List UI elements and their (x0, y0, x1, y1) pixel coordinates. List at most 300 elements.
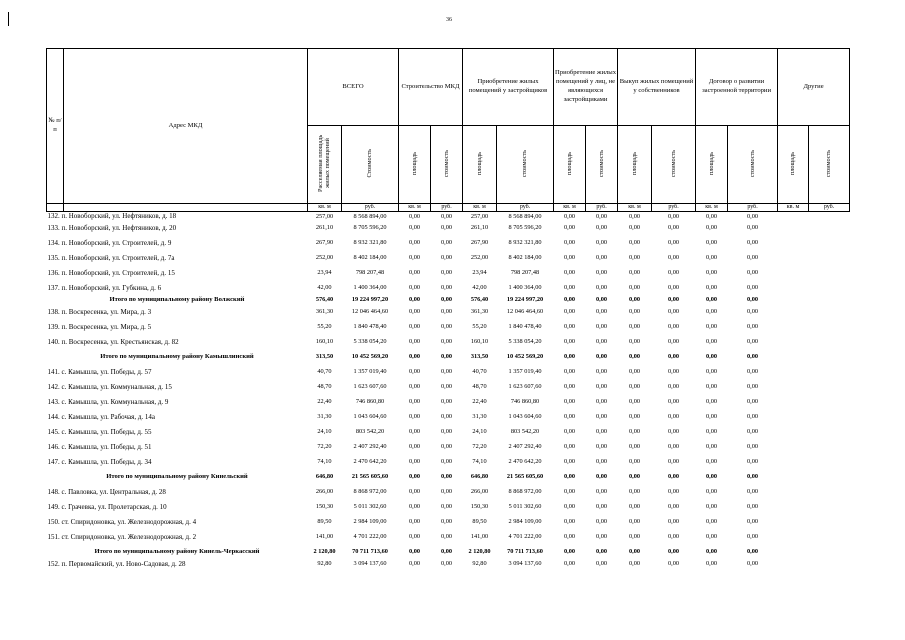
value-cell: 361,30 (315, 308, 334, 316)
value-cell: 1 840 478,40 (508, 323, 542, 331)
value-cell: 8 568 894,00 (508, 212, 542, 220)
value-cell: 0,00 (706, 413, 718, 421)
value-cell: 0,00 (441, 560, 453, 567)
subheader-cell: площадь (399, 126, 431, 204)
value-cell: 0,00 (441, 458, 453, 466)
unit-cell-empty (64, 204, 308, 212)
value-cell: 0,00 (747, 383, 759, 391)
header-address: Адрес МКД (64, 49, 308, 204)
value-cell: 267,90 (470, 239, 489, 247)
value-cell: 0,00 (564, 323, 576, 331)
value-cell: 0,00 (441, 533, 453, 541)
value-cell: 48,70 (317, 383, 332, 391)
value-cell: 0,00 (668, 428, 680, 436)
value-cell: 0,00 (441, 269, 453, 277)
value-cell (809, 296, 850, 305)
value-cell: 0,00 (706, 323, 718, 331)
margin-mark (8, 12, 9, 26)
subheader-cell: стоимость (652, 126, 696, 204)
value-cell (778, 455, 809, 470)
value-cell: 0,00 (409, 353, 421, 361)
value-cell: 0,00 (706, 503, 718, 511)
value-cell (778, 221, 809, 236)
value-cell: 0,00 (747, 548, 759, 556)
value-cell: 0,00 (747, 269, 759, 277)
value-cell: 0,00 (596, 269, 608, 277)
address-cell: 144. с. Камышла, ул. Рабочая, д. 14а (47, 412, 155, 421)
value-cell: 746 860,80 (355, 398, 385, 406)
value-cell (778, 485, 809, 500)
value-cell: 0,00 (668, 398, 680, 406)
value-cell: 1 357 019,40 (353, 368, 387, 376)
value-cell: 21 565 605,60 (351, 473, 389, 481)
value-cell: 0,00 (706, 239, 718, 247)
table-row (47, 236, 850, 251)
value-cell: 0,00 (409, 383, 421, 391)
address-cell: 142. с. Камышла, ул. Коммунальная, д. 15 (47, 382, 172, 391)
value-cell: 150,30 (315, 503, 334, 511)
value-cell (809, 500, 850, 515)
value-cell: 0,00 (629, 503, 641, 511)
value-cell: 0,00 (564, 254, 576, 262)
value-cell (809, 425, 850, 440)
value-cell: 8 705 596,20 (508, 224, 542, 232)
value-cell (809, 365, 850, 380)
value-cell: 0,00 (596, 548, 608, 556)
address-cell: 139. п. Воскресенка, ул. Мира, д. 5 (47, 322, 152, 331)
value-cell: 0,00 (629, 488, 641, 496)
value-cell: 0,00 (596, 353, 608, 361)
value-cell: 0,00 (409, 269, 421, 277)
value-cell: 0,00 (409, 458, 421, 466)
table-row (47, 425, 850, 440)
value-cell (809, 485, 850, 500)
value-cell: 23,94 (317, 269, 332, 277)
value-cell: 0,00 (564, 413, 576, 421)
value-cell: 0,00 (706, 473, 718, 481)
header-group-developers: Приобретение жилых помещений у застройщиков (463, 49, 554, 126)
value-cell: 0,00 (706, 458, 718, 466)
value-cell (778, 500, 809, 515)
value-cell: 0,00 (706, 296, 718, 304)
value-cell (778, 251, 809, 266)
subheader-cell: Стоимость (342, 126, 399, 204)
value-cell: 0,00 (441, 284, 453, 292)
value-cell: 0,00 (706, 284, 718, 292)
value-cell: 0,00 (596, 413, 608, 421)
value-cell: 74,10 (472, 458, 487, 466)
value-cell: 0,00 (441, 548, 453, 556)
value-cell: 576,40 (470, 296, 489, 304)
value-cell: 0,00 (596, 560, 608, 567)
value-cell: 0,00 (706, 443, 718, 451)
table-header (47, 49, 850, 212)
value-cell: 0,00 (564, 212, 576, 220)
district-total-row (47, 545, 850, 560)
value-cell: 141,00 (315, 533, 334, 541)
address-cell: 147. с. Камышла, ул. Победы, д. 34 (47, 457, 152, 466)
address-cell: 136. п. Новоборский, ул. Строителей, д. 15 (47, 268, 175, 277)
value-cell: 0,00 (564, 383, 576, 391)
value-cell: 0,00 (747, 296, 759, 304)
table-row (47, 515, 850, 530)
value-cell (778, 530, 809, 545)
value-cell (809, 251, 850, 266)
value-cell: 0,00 (409, 398, 421, 406)
unit-cell: кв. м (554, 204, 586, 212)
value-cell: 92,80 (472, 560, 487, 567)
value-cell: 266,00 (470, 488, 489, 496)
address-cell: 151. ст. Спиридоновка, ул. Железнодорожная, д. 2 (47, 532, 197, 541)
value-cell (778, 560, 809, 568)
value-cell: 5 011 302,60 (353, 503, 387, 511)
value-cell: 0,00 (706, 308, 718, 316)
value-cell: 0,00 (409, 284, 421, 292)
value-cell: 0,00 (596, 458, 608, 466)
value-cell: 0,00 (706, 212, 718, 220)
table-row (47, 251, 850, 266)
value-cell: 0,00 (409, 338, 421, 346)
value-cell: 1 400 364,00 (508, 284, 542, 292)
value-cell: 2 984 109,00 (353, 518, 387, 526)
value-cell: 267,90 (315, 239, 334, 247)
value-cell: 0,00 (668, 383, 680, 391)
value-cell: 0,00 (629, 443, 641, 451)
value-cell: 0,00 (747, 488, 759, 496)
value-cell: 803 542,20 (355, 428, 385, 436)
value-cell: 798 207,48 (355, 269, 385, 277)
value-cell: 0,00 (564, 308, 576, 316)
value-cell: 5 011 302,60 (508, 503, 542, 511)
value-cell: 0,00 (747, 239, 759, 247)
value-cell: 31,30 (317, 413, 332, 421)
value-cell: 72,20 (317, 443, 332, 451)
value-cell: 0,00 (629, 518, 641, 526)
value-cell: 0,00 (668, 443, 680, 451)
table-row (47, 455, 850, 470)
value-cell: 0,00 (441, 518, 453, 526)
value-cell: 0,00 (441, 503, 453, 511)
table-row (47, 380, 850, 395)
value-cell: 0,00 (596, 224, 608, 232)
unit-cell: руб. (652, 204, 696, 212)
value-cell (778, 380, 809, 395)
value-cell: 0,00 (747, 254, 759, 262)
table-row (47, 266, 850, 281)
value-cell: 0,00 (409, 428, 421, 436)
address-cell: 134. п. Новоборский, ул. Строителей, д. 9 (47, 238, 172, 247)
subheader-cell: Расселяемая площадь жилых помещений (308, 126, 342, 204)
value-cell: 12 046 464,60 (351, 308, 389, 316)
value-cell: 0,00 (409, 254, 421, 262)
value-cell: 0,00 (441, 308, 453, 316)
value-cell: 0,00 (596, 284, 608, 292)
value-cell (778, 296, 809, 305)
value-cell (809, 266, 850, 281)
address-cell: 146. с. Камышла, ул. Победы, д. 51 (47, 442, 152, 451)
value-cell: 0,00 (596, 473, 608, 481)
value-cell: 0,00 (564, 548, 576, 556)
value-cell: 0,00 (441, 428, 453, 436)
value-cell: 0,00 (564, 458, 576, 466)
value-cell: 22,40 (317, 398, 332, 406)
value-cell: 0,00 (564, 428, 576, 436)
value-cell (778, 545, 809, 560)
value-cell: 0,00 (441, 368, 453, 376)
value-cell: 0,00 (747, 398, 759, 406)
value-cell (778, 335, 809, 350)
value-cell: 261,10 (315, 224, 334, 232)
value-cell: 0,00 (706, 398, 718, 406)
value-cell: 70 711 713,60 (352, 548, 388, 556)
value-cell: 0,00 (706, 383, 718, 391)
value-cell (809, 455, 850, 470)
value-cell: 0,00 (564, 533, 576, 541)
table-row (47, 305, 850, 320)
value-cell (778, 212, 809, 221)
value-cell (809, 545, 850, 560)
value-cell: 0,00 (629, 269, 641, 277)
unit-cell: кв. м (308, 204, 342, 212)
value-cell: 0,00 (629, 254, 641, 262)
value-cell: 313,50 (315, 353, 334, 361)
value-cell: 0,00 (441, 338, 453, 346)
resettlement-register-table (46, 48, 850, 568)
value-cell (809, 320, 850, 335)
unit-cell: руб. (497, 204, 554, 212)
value-cell: 10 452 569,20 (506, 353, 544, 361)
value-cell: 0,00 (596, 503, 608, 511)
subheader-cell: площадь (463, 126, 497, 204)
value-cell: 0,00 (596, 443, 608, 451)
value-cell: 0,00 (668, 533, 680, 541)
value-cell: 8 402 184,00 (353, 254, 387, 262)
value-cell: 0,00 (629, 533, 641, 541)
value-cell: 0,00 (706, 560, 718, 567)
value-cell: 0,00 (409, 503, 421, 511)
value-cell: 0,00 (564, 284, 576, 292)
value-cell: 0,00 (668, 254, 680, 262)
value-cell: 0,00 (668, 548, 680, 556)
table-row (47, 500, 850, 515)
value-cell: 8 705 596,20 (353, 224, 387, 232)
value-cell (809, 470, 850, 485)
value-cell: 0,00 (441, 254, 453, 262)
value-cell (809, 350, 850, 365)
value-cell: 0,00 (629, 308, 641, 316)
address-cell: 133. п. Новоборский, ул. Нефтяников, д. 20 (47, 223, 177, 232)
value-cell: 0,00 (441, 212, 453, 220)
value-cell: 24,10 (317, 428, 332, 436)
header-num: № п/п (47, 49, 64, 204)
address-cell: 150. ст. Спиридоновка, ул. Железнодорожная, д. 4 (47, 517, 197, 526)
value-cell: 8 932 321,80 (353, 239, 387, 247)
value-cell: 0,00 (747, 413, 759, 421)
value-cell: 0,00 (629, 224, 641, 232)
value-cell: 2 407 292,40 (508, 443, 542, 451)
value-cell: 0,00 (596, 398, 608, 406)
address-cell: 138. п. Воскресенка, ул. Мира, д. 3 (47, 307, 152, 316)
value-cell (809, 560, 850, 568)
value-cell: 0,00 (668, 296, 680, 304)
value-cell: 0,00 (668, 353, 680, 361)
value-cell (809, 281, 850, 296)
address-cell: 137. п. Новоборский, ул. Губкина, д. 6 (47, 283, 162, 292)
value-cell: 0,00 (409, 296, 421, 304)
value-cell: 0,00 (668, 323, 680, 331)
value-cell: 0,00 (564, 488, 576, 496)
address-cell: 132. п. Новоборский, ул. Нефтяников, д. 18 (47, 212, 177, 221)
value-cell: 3 094 137,60 (508, 560, 542, 567)
value-cell: 0,00 (629, 338, 641, 346)
value-cell: 0,00 (747, 308, 759, 316)
value-cell: 24,10 (472, 428, 487, 436)
value-cell: 0,00 (441, 239, 453, 247)
value-cell: 0,00 (668, 368, 680, 376)
value-cell (809, 380, 850, 395)
value-cell: 0,00 (747, 338, 759, 346)
value-cell (809, 335, 850, 350)
address-cell: 143. с. Камышла, ул. Коммунальная, д. 9 (47, 397, 169, 406)
value-cell: 266,00 (315, 488, 334, 496)
value-cell (809, 221, 850, 236)
unit-cell: руб. (728, 204, 778, 212)
value-cell: 0,00 (596, 296, 608, 304)
value-cell: 0,00 (441, 323, 453, 331)
value-cell: 0,00 (596, 383, 608, 391)
value-cell: 0,00 (441, 383, 453, 391)
value-cell: 89,50 (472, 518, 487, 526)
value-cell: 0,00 (441, 224, 453, 232)
value-cell: 0,00 (596, 533, 608, 541)
value-cell: 0,00 (596, 488, 608, 496)
value-cell: 55,20 (472, 323, 487, 331)
header-group-non-developers: Приобретение жилых помещений у лиц, не являющихся застройщиками (554, 49, 618, 126)
value-cell: 2 120,80 (468, 548, 491, 556)
value-cell: 0,00 (629, 353, 641, 361)
unit-cell: руб. (431, 204, 463, 212)
value-cell: 0,00 (409, 224, 421, 232)
value-cell (809, 515, 850, 530)
value-cell (778, 281, 809, 296)
value-cell: 0,00 (564, 398, 576, 406)
value-cell: 0,00 (747, 443, 759, 451)
table-row (47, 485, 850, 500)
value-cell (809, 212, 850, 221)
value-cell: 10 452 569,20 (351, 353, 389, 361)
value-cell: 1 357 019,40 (508, 368, 542, 376)
table-row (47, 365, 850, 380)
value-cell: 0,00 (409, 308, 421, 316)
value-cell: 0,00 (706, 428, 718, 436)
value-cell: 160,10 (315, 338, 334, 346)
value-cell: 0,00 (564, 353, 576, 361)
value-cell (778, 395, 809, 410)
value-cell: 0,00 (668, 503, 680, 511)
value-cell: 0,00 (668, 239, 680, 247)
value-cell: 2 120,80 (313, 548, 336, 556)
value-cell (778, 305, 809, 320)
value-cell: 0,00 (564, 473, 576, 481)
value-cell (778, 470, 809, 485)
table-row (47, 410, 850, 425)
table-row (47, 440, 850, 455)
value-cell: 0,00 (668, 518, 680, 526)
value-cell: 5 338 054,20 (353, 338, 387, 346)
district-total-row (47, 470, 850, 485)
header-group-construction: Строительство МКД (399, 49, 463, 126)
value-cell: 0,00 (747, 458, 759, 466)
value-cell: 0,00 (706, 224, 718, 232)
value-cell: 1 840 478,40 (353, 323, 387, 331)
value-cell: 160,10 (470, 338, 489, 346)
value-cell: 42,00 (317, 284, 332, 292)
value-cell: 0,00 (747, 323, 759, 331)
address-cell: 148. с. Павловка, ул. Центральная, д. 28 (47, 487, 166, 496)
table-row (47, 530, 850, 545)
address-cell: 141. с. Камышла, ул. Победы, д. 57 (47, 367, 152, 376)
value-cell: 0,00 (629, 473, 641, 481)
value-cell: 0,00 (747, 518, 759, 526)
unit-cell: кв. м (696, 204, 728, 212)
value-cell: 0,00 (747, 212, 759, 220)
value-cell: 0,00 (706, 254, 718, 262)
value-cell: 0,00 (596, 308, 608, 316)
value-cell: 313,50 (470, 353, 489, 361)
value-cell: 746 860,80 (510, 398, 540, 406)
value-cell: 89,50 (317, 518, 332, 526)
value-cell: 0,00 (409, 239, 421, 247)
value-cell: 0,00 (409, 473, 421, 481)
address-cell: 149. с. Грачевка, ул. Пролетарская, д. 10 (47, 502, 167, 511)
value-cell: 12 046 464,60 (506, 308, 544, 316)
value-cell: 0,00 (441, 353, 453, 361)
unit-cell-empty (47, 204, 64, 212)
value-cell: 0,00 (629, 239, 641, 247)
subheader-cell: площадь (554, 126, 586, 204)
value-cell: 0,00 (706, 548, 718, 556)
value-cell: 0,00 (747, 368, 759, 376)
value-cell: 0,00 (409, 443, 421, 451)
value-cell: 0,00 (629, 368, 641, 376)
value-cell (809, 440, 850, 455)
value-cell: 3 094 137,60 (353, 560, 387, 567)
value-cell: 55,20 (317, 323, 332, 331)
value-cell: 798 207,48 (510, 269, 540, 277)
value-cell: 0,00 (629, 428, 641, 436)
value-cell: 0,00 (409, 368, 421, 376)
value-cell (809, 530, 850, 545)
table-row (47, 335, 850, 350)
subheader-cell: стоимость (431, 126, 463, 204)
value-cell: 0,00 (629, 383, 641, 391)
value-cell: 0,00 (629, 296, 641, 304)
value-cell: 0,00 (596, 338, 608, 346)
value-cell: 0,00 (629, 413, 641, 421)
value-cell: 0,00 (747, 428, 759, 436)
table-row (47, 281, 850, 296)
value-cell: 0,00 (441, 398, 453, 406)
value-cell: 257,00 (470, 212, 489, 220)
unit-cell: кв. м (399, 204, 431, 212)
value-cell: 0,00 (747, 473, 759, 481)
value-cell: 1 623 607,60 (353, 383, 387, 391)
value-cell: 48,70 (472, 383, 487, 391)
district-total-row (47, 350, 850, 365)
value-cell: 0,00 (629, 323, 641, 331)
subheader-cell: стоимость (809, 126, 850, 204)
subheader-cell: площадь (778, 126, 809, 204)
